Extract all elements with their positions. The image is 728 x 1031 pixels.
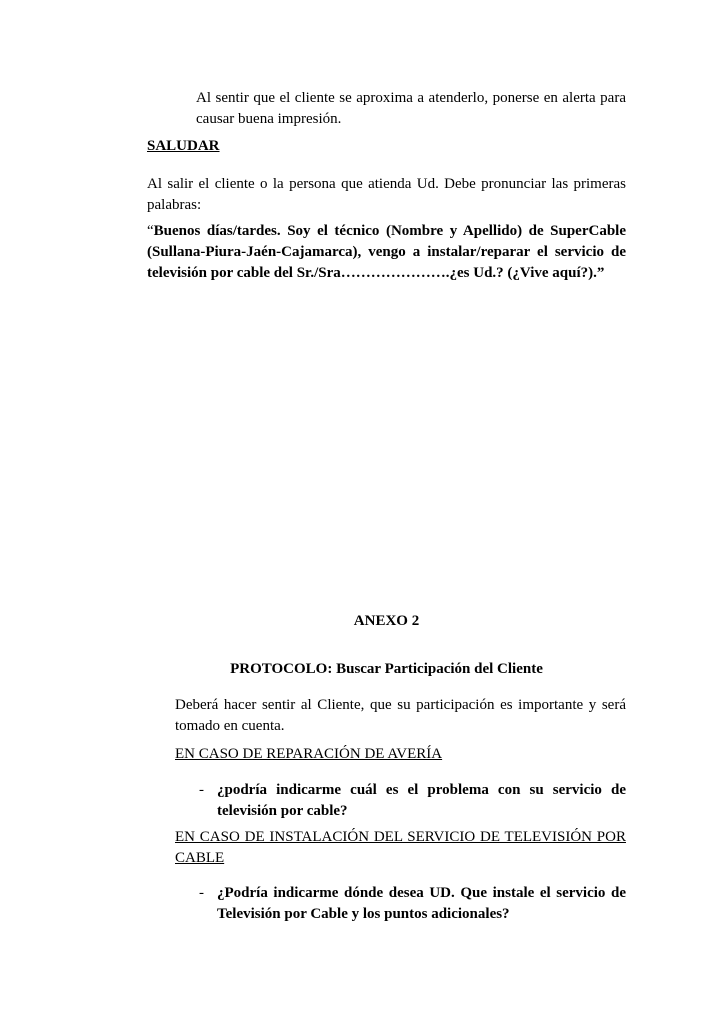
case-install-bullet: - <box>199 885 204 901</box>
case-repair-heading: EN CASO DE REPARACIÓN DE AVERÍA <box>175 746 443 762</box>
greeting-quote-text: Buenos días/tardes. Soy el técnico (Nombre y Apellido) de SuperCable (Sullana-Piura-Jaén-Cajamarca), vengo a instalar/reparar el servicio de televisión por cable del Sr./Sra………………….¿es Ud.? (¿Vive aquí?).” <box>147 223 626 281</box>
greeting-quote <box>147 221 626 284</box>
intro-paragraph: Al sentir que el cliente se aproxima a atenderlo, ponerse en alerta para causar buena impresión. <box>196 90 626 127</box>
annex-paragraph: Deberá hacer sentir al Cliente, que su participación es importante y será tomado en cuenta. <box>175 697 626 734</box>
case-install-question: ¿Podría indicarme dónde desea UD. Que instale el servicio de Televisión por Cable y los puntos adicionales? <box>217 885 626 922</box>
case-install-heading: EN CASO DE INSTALACIÓN DEL SERVICIO DE TELEVISIÓN POR CABLE <box>175 829 626 866</box>
protocol-title: PROTOCOLO: Buscar Participación del Cliente <box>230 661 543 677</box>
annex-title: ANEXO 2 <box>353 613 420 629</box>
case-repair-question: ¿podría indicarme cuál es el problema con su servicio de televisión por cable? <box>217 782 626 819</box>
saludar-heading: SALUDAR <box>147 138 220 154</box>
case-repair-bullet: - <box>199 782 204 798</box>
saludar-paragraph: Al salir el cliente o la persona que atienda Ud. Debe pronunciar las primeras palabras: <box>147 176 626 213</box>
quote-open-mark: “ <box>147 223 154 239</box>
